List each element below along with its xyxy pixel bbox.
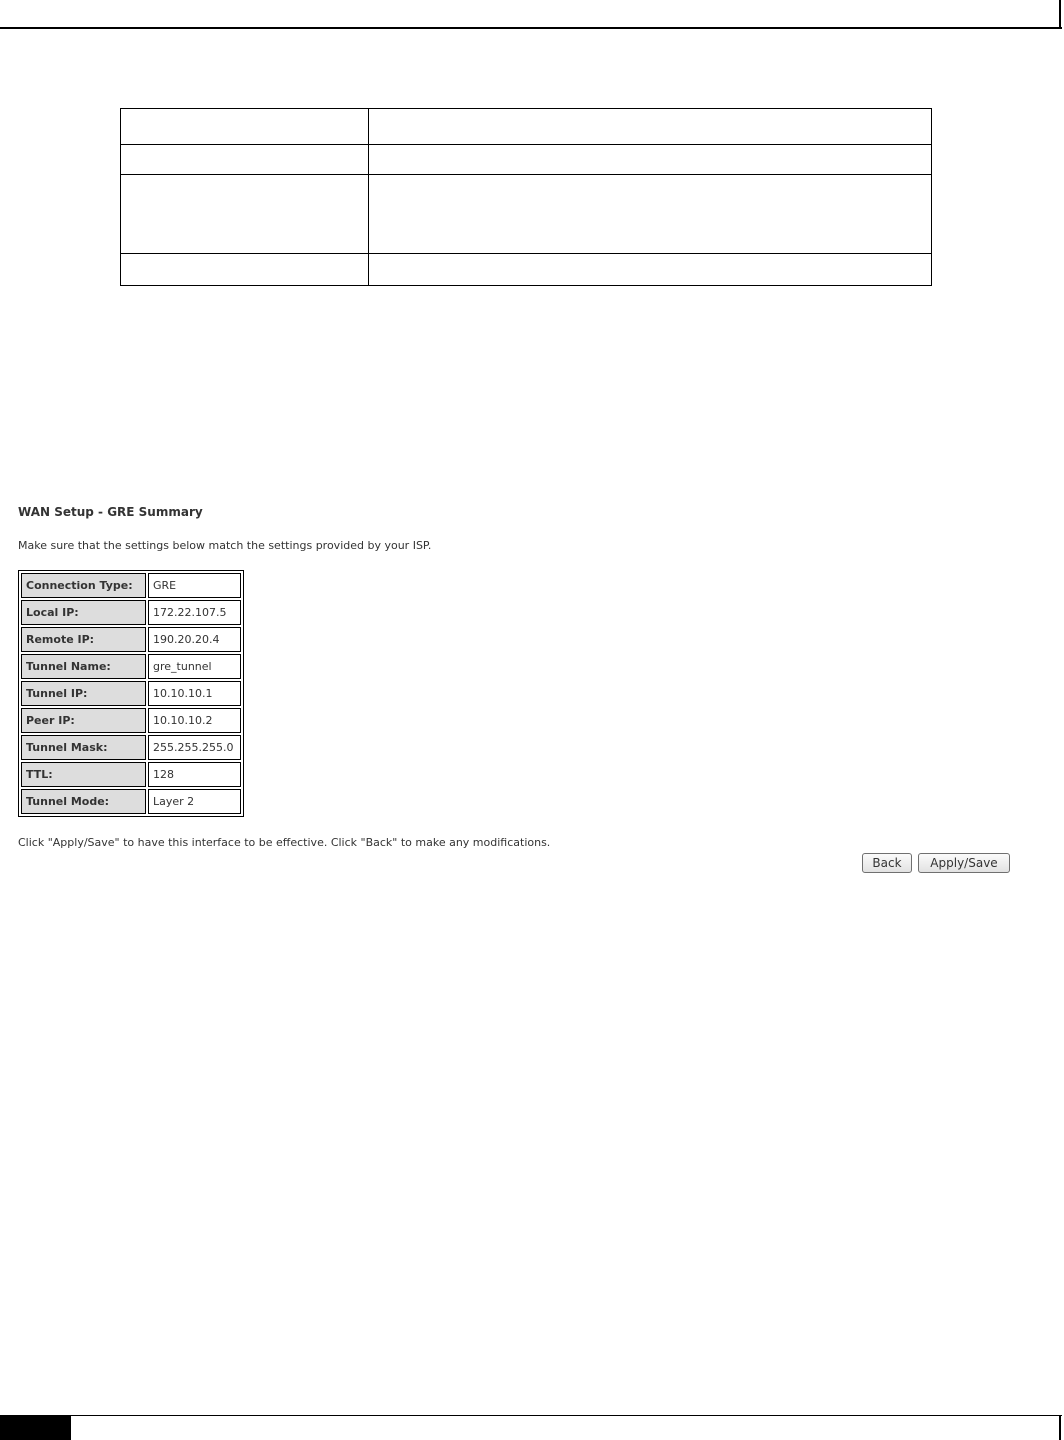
table-row xyxy=(21,708,241,733)
ttl-value: 128 xyxy=(148,762,241,787)
table-row xyxy=(21,762,241,787)
connection-type-value: GRE xyxy=(148,573,241,598)
gre-summary-table xyxy=(18,570,244,817)
remote-ip-label: Remote IP: xyxy=(21,627,146,652)
header-rule xyxy=(0,27,1062,29)
back-button[interactable]: Back xyxy=(862,853,912,873)
footer-instructions: Click "Apply/Save" to have this interface to be effective. Click "Back" to make any modifications. xyxy=(18,836,551,849)
table-row xyxy=(21,654,241,679)
page-number-tab xyxy=(0,1416,71,1440)
table-cell xyxy=(121,175,369,254)
table-cell xyxy=(121,109,369,145)
tunnel-ip-value: 10.10.10.1 xyxy=(148,681,241,706)
peer-ip-value: 10.10.10.2 xyxy=(148,708,241,733)
table-cell xyxy=(121,254,369,286)
footer-rule xyxy=(0,1415,1062,1416)
tunnel-mask-label: Tunnel Mask: xyxy=(21,735,146,760)
table-cell xyxy=(121,145,369,175)
page-title: WAN Setup - GRE Summary xyxy=(18,505,203,519)
tunnel-ip-label: Tunnel IP: xyxy=(21,681,146,706)
tunnel-mode-value: Layer 2 xyxy=(148,789,241,814)
intro-text: Make sure that the settings below match the settings provided by your ISP. xyxy=(18,539,432,552)
table-row xyxy=(21,735,241,760)
table-row xyxy=(21,681,241,706)
table-row xyxy=(121,145,932,175)
table-row xyxy=(21,600,241,625)
table-row xyxy=(21,627,241,652)
tunnel-name-value: gre_tunnel xyxy=(148,654,241,679)
table-cell xyxy=(369,145,932,175)
table-cell xyxy=(369,109,932,145)
local-ip-value: 172.22.107.5 xyxy=(148,600,241,625)
table-row xyxy=(121,109,932,145)
header-rule-tick xyxy=(1059,0,1061,29)
peer-ip-label: Peer IP: xyxy=(21,708,146,733)
table-row xyxy=(121,175,932,254)
table-row xyxy=(21,789,241,814)
local-ip-label: Local IP: xyxy=(21,600,146,625)
connection-type-label: Connection Type: xyxy=(21,573,146,598)
document-table xyxy=(120,108,932,286)
tunnel-mask-value: 255.255.255.0 xyxy=(148,735,241,760)
table-cell xyxy=(369,254,932,286)
footer-rule-tick xyxy=(1059,1415,1061,1440)
tunnel-mode-label: Tunnel Mode: xyxy=(21,789,146,814)
remote-ip-value: 190.20.20.4 xyxy=(148,627,241,652)
table-row xyxy=(121,254,932,286)
table-row xyxy=(21,573,241,598)
table-cell xyxy=(369,175,932,254)
apply-save-button[interactable]: Apply/Save xyxy=(918,853,1010,873)
ttl-label: TTL: xyxy=(21,762,146,787)
tunnel-name-label: Tunnel Name: xyxy=(21,654,146,679)
